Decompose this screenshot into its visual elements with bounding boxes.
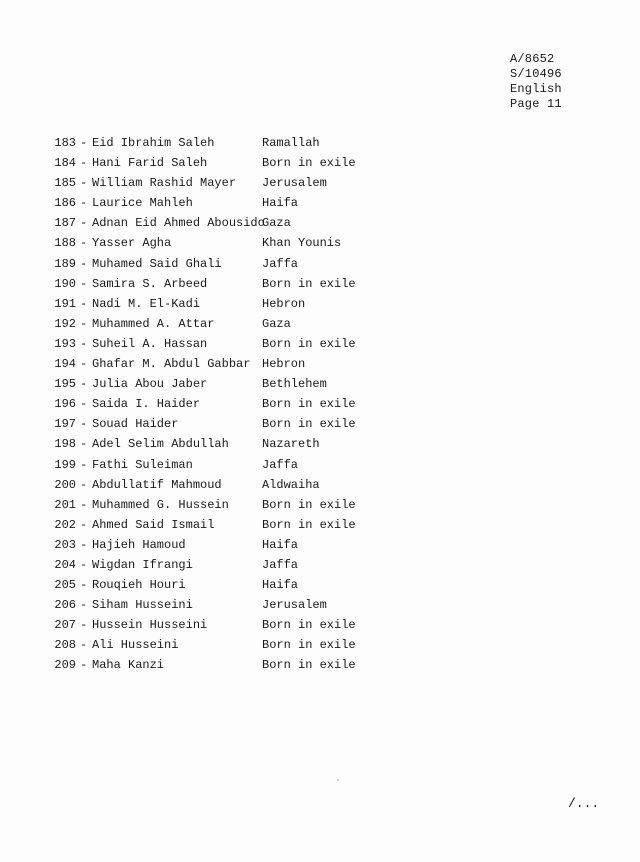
entry-separator: - [80, 457, 88, 472]
continued-marker: /... [568, 796, 600, 811]
entry-place: Haifa [262, 537, 299, 552]
entry-name: Suheil A. Hassan [92, 336, 208, 351]
entry-place: Born in exile [262, 276, 356, 291]
scan-speck [337, 779, 339, 781]
list-item [48, 394, 408, 414]
entry-name: Wigdan Ifrangi [92, 557, 193, 572]
entry-place: Nazareth [262, 437, 320, 452]
entry-separator: - [80, 216, 88, 231]
entry-name: Hajieh Hamoud [92, 537, 186, 552]
list-item [48, 294, 408, 314]
entry-place: Born in exile [262, 618, 356, 633]
entry-separator: - [80, 557, 88, 572]
entry-place: Jaffa [262, 457, 299, 472]
document-number: A/8652 [510, 52, 555, 66]
entry-place: Haifa [262, 196, 299, 211]
entry-separator: - [80, 497, 88, 512]
list-item [48, 233, 408, 253]
entry-number: 195 [54, 377, 76, 392]
list-item [48, 434, 408, 454]
entry-place: Hebron [262, 296, 306, 311]
entry-place: Born in exile [262, 517, 356, 532]
entry-name: Muhamed Said Ghali [92, 256, 222, 271]
list-item [48, 555, 408, 575]
entry-separator: - [80, 316, 88, 331]
entry-place: Jerusalem [262, 176, 327, 191]
entry-number: 208 [54, 638, 76, 653]
names-list [48, 133, 408, 676]
entry-separator: - [80, 236, 88, 251]
list-item [48, 475, 408, 495]
list-item [48, 254, 408, 274]
list-item [48, 595, 408, 615]
list-item [48, 374, 408, 394]
entry-place: Jaffa [262, 256, 299, 271]
entry-place: Hebron [262, 357, 306, 372]
entry-number: 202 [54, 517, 76, 532]
list-item [48, 334, 408, 354]
entry-number: 205 [54, 578, 76, 593]
entry-number: 184 [54, 156, 76, 171]
list-item [48, 274, 408, 294]
list-item [48, 133, 408, 153]
entry-name: Souad Haider [92, 417, 179, 432]
entry-separator: - [80, 437, 88, 452]
entry-place: Gaza [262, 216, 291, 231]
document-language: English [510, 82, 562, 96]
list-item [48, 495, 408, 515]
entry-separator: - [80, 537, 88, 552]
entry-place: Jerusalem [262, 598, 327, 613]
entry-name: Eid Ibrahim Saleh [92, 136, 215, 150]
entry-number: 206 [54, 598, 76, 613]
entry-separator: - [80, 196, 88, 211]
entry-place: Born in exile [262, 336, 356, 351]
entry-name: Siham Husseini [92, 598, 193, 613]
entry-place: Ramallah [262, 136, 320, 150]
list-item [48, 153, 408, 173]
entry-place: Born in exile [262, 417, 356, 432]
entry-name: William Rashid Mayer [92, 176, 237, 191]
list-item [48, 535, 408, 555]
entry-place: Khan Younis [262, 236, 342, 251]
entry-number: 207 [54, 618, 76, 633]
security-council-number: S/10496 [510, 67, 562, 81]
entry-separator: - [80, 618, 88, 633]
entry-number: 201 [54, 497, 76, 512]
entry-number: 209 [54, 658, 76, 673]
entry-number: 187 [54, 216, 76, 231]
entry-name: Hussein Husseini [92, 618, 208, 633]
entry-separator: - [80, 598, 88, 613]
entry-place: Born in exile [262, 156, 356, 171]
entry-name: Fathi Suleiman [92, 457, 193, 472]
entry-separator: - [80, 578, 88, 593]
entry-separator: - [80, 156, 88, 171]
entry-separator: - [80, 357, 88, 372]
entry-place: Gaza [262, 316, 291, 331]
entry-number: 189 [54, 256, 76, 271]
entry-name: Samira S. Arbeed [92, 276, 208, 291]
entry-place: Born in exile [262, 497, 356, 512]
entry-separator: - [80, 517, 88, 532]
entry-number: 194 [54, 357, 76, 372]
entry-separator: - [80, 477, 88, 492]
entry-separator: - [80, 296, 88, 311]
entry-number: 191 [54, 296, 76, 311]
entry-number: 193 [54, 336, 76, 351]
entry-place: Jaffa [262, 557, 299, 572]
entry-separator: - [80, 638, 88, 653]
list-item [48, 635, 408, 655]
page-number: Page 11 [510, 97, 562, 111]
entry-name: Adnan Eid Ahmed Abousido [92, 216, 265, 231]
list-item [48, 314, 408, 334]
list-item [48, 193, 408, 213]
list-item [48, 354, 408, 374]
entry-name: Nadi M. El-Kadi [92, 296, 201, 311]
entry-separator: - [80, 336, 88, 351]
list-item [48, 615, 408, 635]
list-item [48, 173, 408, 193]
entry-separator: - [80, 256, 88, 271]
entry-number: 204 [54, 557, 76, 572]
entry-separator: - [80, 276, 88, 291]
entry-name: Hani Farid Saleh [92, 156, 208, 171]
list-item [48, 515, 408, 535]
entry-number: 188 [54, 236, 76, 251]
entry-separator: - [80, 397, 88, 412]
entry-place: Haifa [262, 578, 299, 593]
entry-name: Muhammed G. Hussein [92, 497, 229, 512]
list-item [48, 414, 408, 434]
entry-name: Muhammed A. Attar [92, 316, 215, 331]
entry-name: Laurice Mahleh [92, 196, 193, 211]
entry-separator: - [80, 417, 88, 432]
entry-number: 190 [54, 276, 76, 291]
entry-separator: - [80, 176, 88, 191]
entry-name: Julia Abou Jaber [92, 377, 208, 392]
entry-name: Ghafar M. Abdul Gabbar [92, 357, 251, 372]
entry-number: 183 [54, 136, 76, 150]
entry-name: Ahmed Said Ismail [92, 517, 215, 532]
entry-separator: - [80, 377, 88, 392]
entry-name: Rouqieh Houri [92, 578, 186, 593]
document-header [510, 52, 562, 112]
entry-name: Adel Selim Abdullah [92, 437, 229, 452]
entry-place: Bethlehem [262, 377, 327, 392]
entry-number: 198 [54, 437, 76, 452]
entry-separator: - [80, 136, 88, 150]
entry-number: 192 [54, 316, 76, 331]
entry-number: 203 [54, 537, 76, 552]
entry-place: Born in exile [262, 658, 356, 673]
entry-name: Saida I. Haider [92, 397, 201, 412]
entry-number: 199 [54, 457, 76, 472]
entry-name: Abdullatif Mahmoud [92, 477, 222, 492]
entry-place: Born in exile [262, 638, 356, 653]
entry-name: Yasser Agha [92, 236, 172, 251]
list-item [48, 213, 408, 233]
entry-number: 197 [54, 417, 76, 432]
list-item [48, 575, 408, 595]
list-item [48, 655, 408, 675]
entry-number: 200 [54, 477, 76, 492]
entry-number: 186 [54, 196, 76, 211]
entry-name: Ali Husseini [92, 638, 179, 653]
list-item [48, 455, 408, 475]
entry-place: Aldwaiha [262, 477, 320, 492]
entry-separator: - [80, 658, 88, 673]
entry-place: Born in exile [262, 397, 356, 412]
entry-name: Maha Kanzi [92, 658, 165, 673]
entry-number: 185 [54, 176, 76, 191]
entry-number: 196 [54, 397, 76, 412]
